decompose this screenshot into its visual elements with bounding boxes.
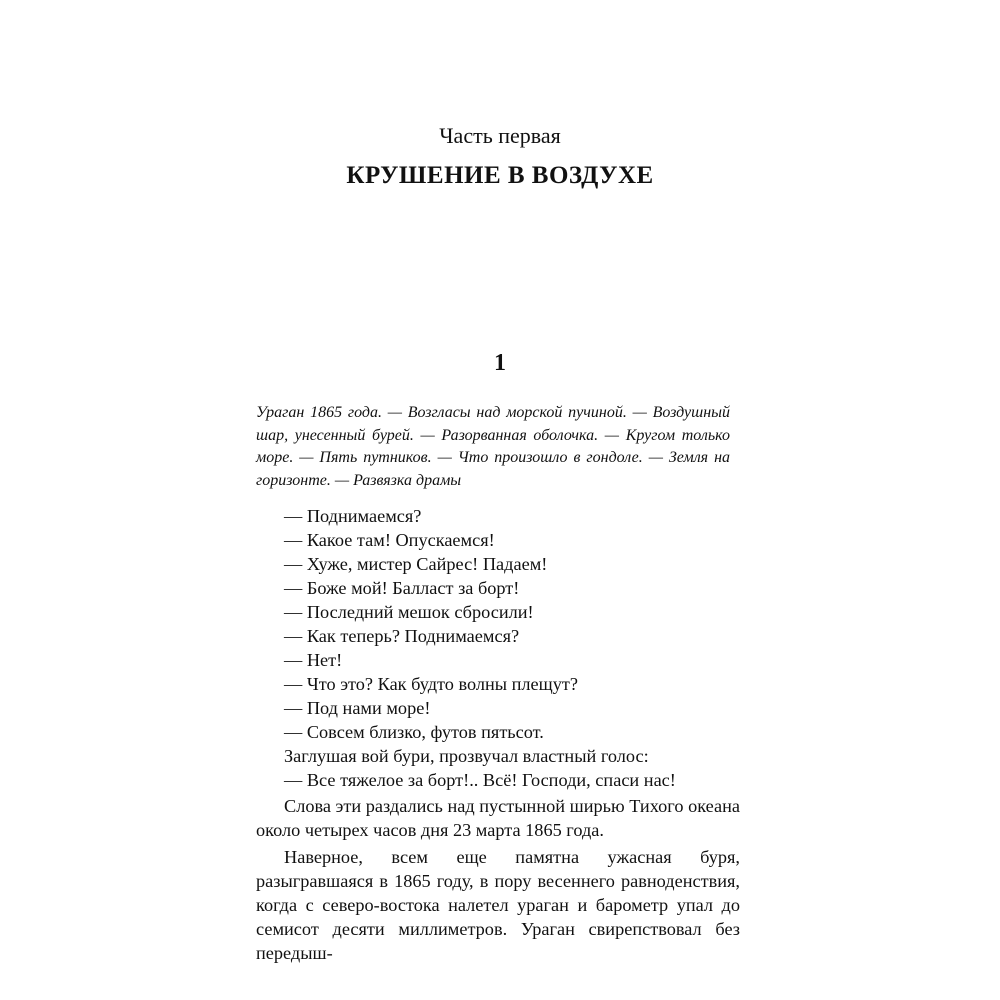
paragraph: Наверное, всем еще памятна ужасная буря, разыгравшаяся в 1865 году, в пору весеннего равноденствия, когда с северо-востока налетел ураган и барометр упал до семисот десяти миллиметров. Ураган свирепствовал без передыш- [256,847,740,963]
chapter-synopsis: Ураган 1865 года. — Возгласы над морской пучиной. — Воздушный шар, унесенный бурей. — Разорванная оболочка. — Кругом только море. — Пять путников. — Что произошло в гондоле. — Земля на горизонте. — Развязка драмы [256,404,730,489]
dialogue-line: — Боже мой! Балласт за борт! [284,578,520,598]
dialogue-line: — Под нами море! [284,698,431,718]
dialogue-line: — Хуже, мистер Сайрес! Падаем! [284,554,548,574]
dialogue-line: — Все тяжелое за борт!.. Всё! Господи, спаси нас! [284,770,676,790]
dialogue-line: — Что это? Как будто волны плещут? [284,674,578,694]
part-label: Часть первая [439,123,561,148]
paragraph: Слова эти раздались над пустынной ширью Тихого океана около четырех часов дня 23 марта 1865 года. [256,796,740,840]
dialogue-line: — Какое там! Опускаемся! [284,530,495,550]
dialogue-line: — Совсем близко, футов пятьсот. [284,722,544,742]
chapter-body [256,504,740,965]
chapter-number: 1 [494,350,506,376]
part-title: КРУШЕНИЕ В ВОЗДУХЕ [346,162,654,189]
dialogue-line: — Нет! [284,650,343,670]
dialogue-line: — Как теперь? Поднимаемся? [284,626,520,646]
dialogue-line: — Поднимаемся? [284,506,422,526]
narration-line: Заглушая вой бури, прозвучал властный голос: [284,746,649,766]
dialogue-line: — Последний мешок сбросили! [284,602,534,622]
